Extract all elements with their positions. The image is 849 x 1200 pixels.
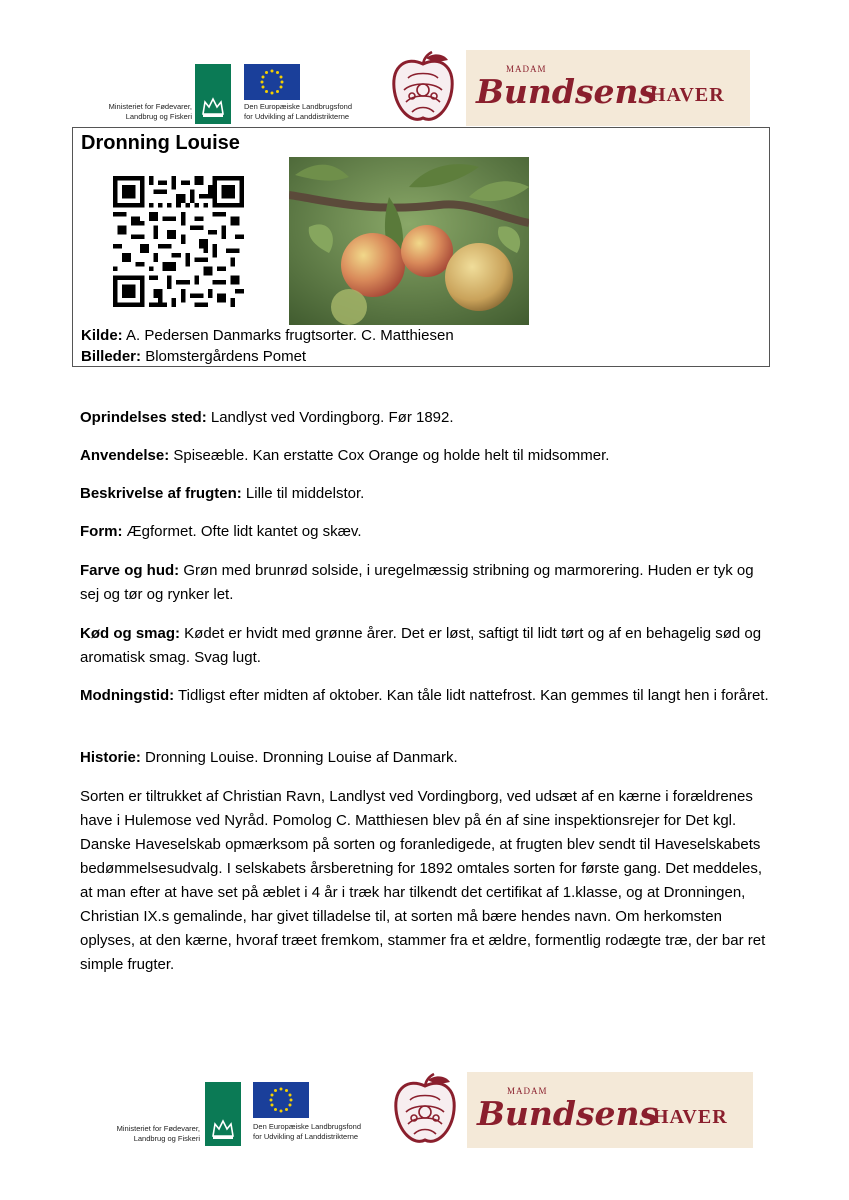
field-value: Ægformet. Ofte lidt kantet og skæv. (126, 523, 362, 540)
eu-line-1: Den Europæiske Landbrugsfond (244, 102, 352, 111)
crown-logo (205, 1082, 241, 1146)
images-line (81, 348, 306, 365)
apple-photo (289, 157, 529, 325)
variety-header-box (72, 127, 770, 367)
eu-line-2: for Udvikling af Landdistrikterne (244, 112, 350, 121)
qr-code-icon (113, 176, 244, 307)
eu-line-1: Den Europæiske Landbrugsfond (253, 1122, 361, 1131)
brand-haver: HAVER (653, 1106, 728, 1128)
eu-fund-name (244, 102, 352, 122)
eu-flag-icon (253, 1082, 309, 1118)
field-label: Form: (80, 523, 123, 540)
eu-line-2: for Udvikling af Landdistrikterne (253, 1132, 359, 1141)
ministry-name (60, 102, 192, 122)
field-label: Oprindelses sted: (80, 409, 207, 426)
ministry-line-1: Ministeriet for Fødevarer, (116, 1124, 200, 1133)
kilde-value: A. Pedersen Danmarks frugtsorter. C. Matthiesen (126, 327, 454, 344)
field-color-skin (80, 559, 770, 607)
field-value: Landlyst ved Vordingborg. Før 1892. (210, 409, 454, 426)
field-description (80, 482, 770, 506)
field-ripening (80, 684, 770, 708)
eu-fund-name (253, 1122, 361, 1142)
brand-name: Bundsens (476, 72, 658, 111)
billeder-value: Blomstergårdens Pomet (145, 348, 307, 365)
field-value: Grøn med brunrød solside, i uregelmæssig stribning og marmorering. Huden er tyk og sej og tør og rynker let. (80, 562, 754, 603)
field-label: Historie: (80, 749, 141, 766)
field-form (80, 520, 770, 544)
field-value: Lille til middelstor. (245, 485, 365, 502)
brand-name: Bundsens (477, 1094, 659, 1133)
apple-emblem-icon (388, 1072, 462, 1150)
brand-haver: HAVER (650, 84, 725, 106)
kilde-label: Kilde: (81, 327, 123, 344)
field-label: Beskrivelse af frugten: (80, 485, 242, 502)
apple-emblem-icon (386, 50, 460, 128)
field-label: Anvendelse: (80, 447, 170, 464)
field-history (80, 746, 770, 770)
ministry-line-2: Landbrug og Fiskeri (133, 1134, 200, 1143)
crown-icon (211, 1118, 235, 1140)
source-line (81, 327, 454, 344)
bottom-logo-row (0, 1068, 849, 1158)
field-value: Spiseæble. Kan erstatte Cox Orange og holde helt til midsommer. (173, 447, 610, 464)
brand-madam: MADAM (507, 1086, 548, 1096)
crown-logo (195, 64, 231, 124)
ministry-line-2: Landbrug og Fiskeri (125, 112, 192, 121)
field-label: Kød og smag: (80, 625, 180, 642)
field-use (80, 444, 770, 468)
field-value: Kødet er hvidt med grønne årer. Det er løst, saftigt til lidt tørt og af en behagelig sød og aromatisk smag. Svag lugt. (80, 625, 762, 666)
field-label: Modningstid: (80, 687, 175, 704)
field-origin (80, 406, 770, 430)
ministry-line-1: Ministeriet for Fødevarer, (108, 102, 192, 111)
field-value: Dronning Louise. Dronning Louise af Danmark. (145, 749, 458, 766)
history-paragraph: Sorten er tiltrukket af Christian Ravn, Landlyst ved Vordingborg, ved udsæt af en kærne i forældrenes have i Hulemose ved Nyråd. Pomolog C. Matthiesen blev på én af sine inspektionsrejer for Det kgl. Danske Haveselskab opmærksom på sorten og foranledigede, at frugten blev sendt til Haveselskabets bedømmelsesudvalg. I selskabets årsberetning for 1892 omtales sorten for første gang. Det meddeles, at man efter at have set på æblet i 4 år i træk har tilkendt det certifikat af 1.klasse, og at Dronningen, Christian IX.s gemalinde, har givet tilladelse til, at sorten må bære hendes navn. Om herkomsten oplyses, at den kærne, hvoraf træet fremkom, stammer fra et ældre, formentlig rodægte træ, der bar ret simple frugter. (80, 788, 766, 973)
field-flesh-taste (80, 622, 770, 670)
ministry-name (68, 1124, 200, 1144)
eu-flag-icon (244, 64, 300, 100)
top-logo-row (0, 44, 849, 134)
crown-icon (201, 96, 225, 118)
field-value: Tidligst efter midten af oktober. Kan tåle lidt nattefrost. Kan gemmes til langt hen i foråret. (178, 687, 769, 704)
brand-madam: MADAM (506, 64, 547, 74)
billeder-label: Billeder: (81, 348, 142, 365)
madam-bundsens-haver-logo (466, 50, 750, 126)
page-title: Dronning Louise (81, 132, 240, 154)
madam-bundsens-haver-logo (467, 1072, 753, 1148)
field-label: Farve og hud: (80, 562, 180, 579)
